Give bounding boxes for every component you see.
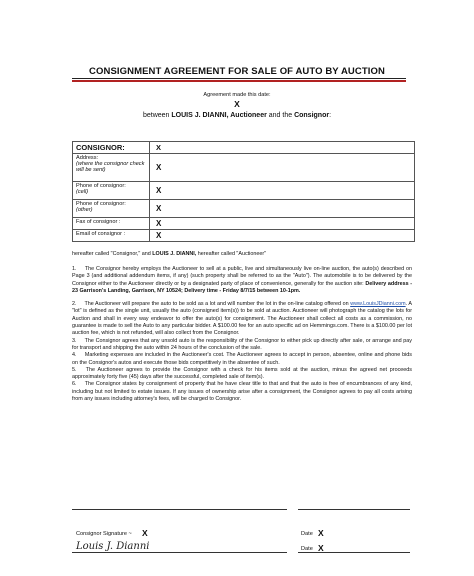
- consignor-info-table: [72, 141, 415, 242]
- document-title: CONSIGNMENT AGREEMENT FOR SALE OF AUTO BY AUCTION: [89, 66, 385, 77]
- address-label: Address:: [76, 155, 99, 161]
- consignor-signature-label: Consignor Signature ~: [76, 531, 132, 537]
- term-number: 1.: [72, 266, 77, 272]
- date-label-2: Date: [301, 546, 313, 552]
- phone-other-field[interactable]: X: [150, 200, 415, 218]
- phone-cell-field[interactable]: X: [150, 182, 415, 200]
- phone-cell-label: Phone of consignor:: [76, 183, 126, 189]
- term-5-text: The Auctioneer agrees to provide the Consignor with a check for his items sold at the auction, minus the agreed net proceeds approximately forty five (45) days after the successful, completed sale of item(s).: [72, 366, 412, 381]
- fax-field[interactable]: X: [150, 218, 415, 230]
- term-number: 4.: [72, 352, 77, 359]
- phone-other-sublabel: (other): [76, 207, 93, 213]
- term-number: 6.: [72, 381, 77, 388]
- table-row: [73, 154, 415, 182]
- address-label-cell: [73, 154, 150, 182]
- hereafter-line: [72, 251, 412, 257]
- auctioneer-signature-line: [72, 552, 287, 553]
- phone-other-label-cell: [73, 200, 150, 218]
- fax-label: Fax of consignor :: [73, 218, 150, 230]
- auctioneer-signature: Louis J. Dianni: [76, 541, 150, 552]
- hereafter-name: LOUIS J. DIANNI,: [152, 251, 197, 257]
- date-x-1[interactable]: X: [318, 528, 324, 538]
- term-2-text-b: . A "lot" is defined as the single unit, usually the auto (consigned item(s)) to be sold at auction. Auctioneer will photograph the catalog the lots for Auction and shall in every way endeavor to offer the auto(s) for consignment. The Auctioneer shall collect all costs as a commission, no guarantee is made to sell the Auto to any particular bidder. A $100.00 fee for an auto specific ad on Hemmings.com. There is a $100.00 per lot auction fee, which is not refunded, will also collect from the Consignor.: [72, 301, 412, 337]
- term-6: [72, 381, 412, 403]
- phone-other-label: Phone of consignor:: [76, 201, 126, 207]
- term-number: 5.: [72, 366, 77, 373]
- table-row: [73, 218, 415, 230]
- table-row: [73, 182, 415, 200]
- term-3: [72, 338, 412, 353]
- consignor-signature-x[interactable]: X: [142, 528, 148, 538]
- term-6-text: The Consignor states by consignment of property that he have clear title to that and that the auto is free of encumbrances of any kind, including but not limited to estate issues. If any issues of ownership arise after a consignment, the Consignor agrees to pay all costs arising from any issues including attorney's fees, will be charged to Consignor.: [72, 381, 412, 403]
- title-rule-dark: [72, 78, 406, 79]
- table-row: [73, 142, 415, 154]
- date-x-2[interactable]: X: [318, 543, 324, 553]
- term-1: [72, 266, 412, 295]
- agreement-date-x[interactable]: X: [234, 99, 240, 109]
- term-number: 2.: [72, 301, 77, 308]
- term-4: [72, 352, 412, 367]
- email-label: Email of consignor :: [73, 230, 150, 242]
- title-rule-red: [72, 80, 406, 82]
- term-1-delivery: Delivery address - 23 Garrison's Landing, Garrison, NY 10524; Delivery time - Friday 8/7/15 between 10-1pm.: [72, 280, 412, 294]
- address-field[interactable]: X: [150, 154, 415, 182]
- email-field[interactable]: X: [150, 230, 415, 242]
- phone-cell-sublabel: (cell): [76, 189, 89, 195]
- consignor-name-field[interactable]: X: [150, 142, 415, 154]
- between-prefix: between: [142, 112, 170, 119]
- table-row: [73, 200, 415, 218]
- terms-section: [72, 266, 412, 403]
- between-middle: and the: [268, 112, 293, 119]
- date-line-1: [298, 509, 410, 510]
- term-2: [72, 301, 412, 337]
- date-line-2: [298, 552, 410, 553]
- consignor-word: Consignor: [294, 112, 330, 119]
- phone-cell-label-cell: [73, 182, 150, 200]
- hereafter-part2: hereafter called "Auctioneer": [197, 251, 267, 257]
- address-sublabel: (where the consignor check will be sent): [76, 161, 145, 173]
- term-3-text: The Consignor agrees that any unsold auto is the responsibility of the Consignor to either pick up directly after sale, or arrange and pay for transport and shipping the auto within 24 hours of the conclusion of the sale.: [72, 337, 412, 351]
- auction-website-link[interactable]: www.LouisJDianni.com: [350, 301, 406, 308]
- auctioneer-name: LOUIS J. DIANNI, Auctioneer: [171, 112, 267, 119]
- term-4-text: Marketing expenses are included in the Auctioneer's cost. The Auctioneer agrees to accept in person, absentee, online and phone bids on the Consignor's autos and execute those bids competitively in the absentee of such.: [72, 352, 413, 366]
- hereafter-part1: hereafter called "Consignor," and: [72, 251, 151, 257]
- term-2-text-a: The Auctioneer will prepare the auto to be sold as a lot and will number the lot in the on-line catalog offered on: [84, 301, 349, 308]
- term-1-text: The Consignor hereby employs the Auctioneer to sell at a public, live and simultaneously live on-line auction, the auto(s) described on Page 3 (and additional addendum items, if any) (such property shall be referred to as the "Auto"). The automobile is to be delivered by the Consignor either to the Auctioneer directly or by a designated party of place of convenience, generally for the auction site:: [72, 266, 413, 287]
- consignor-header-label: CONSIGNOR:: [73, 142, 150, 154]
- between-line: [0, 112, 474, 119]
- between-suffix: :: [329, 112, 332, 119]
- term-5: [72, 367, 412, 382]
- consignor-signature-line: [72, 509, 287, 510]
- table-row: [73, 230, 415, 242]
- term-number: 3.: [72, 337, 77, 344]
- date-label-1: Date: [301, 531, 313, 537]
- agreement-date-label: Agreement made this date:: [203, 92, 271, 98]
